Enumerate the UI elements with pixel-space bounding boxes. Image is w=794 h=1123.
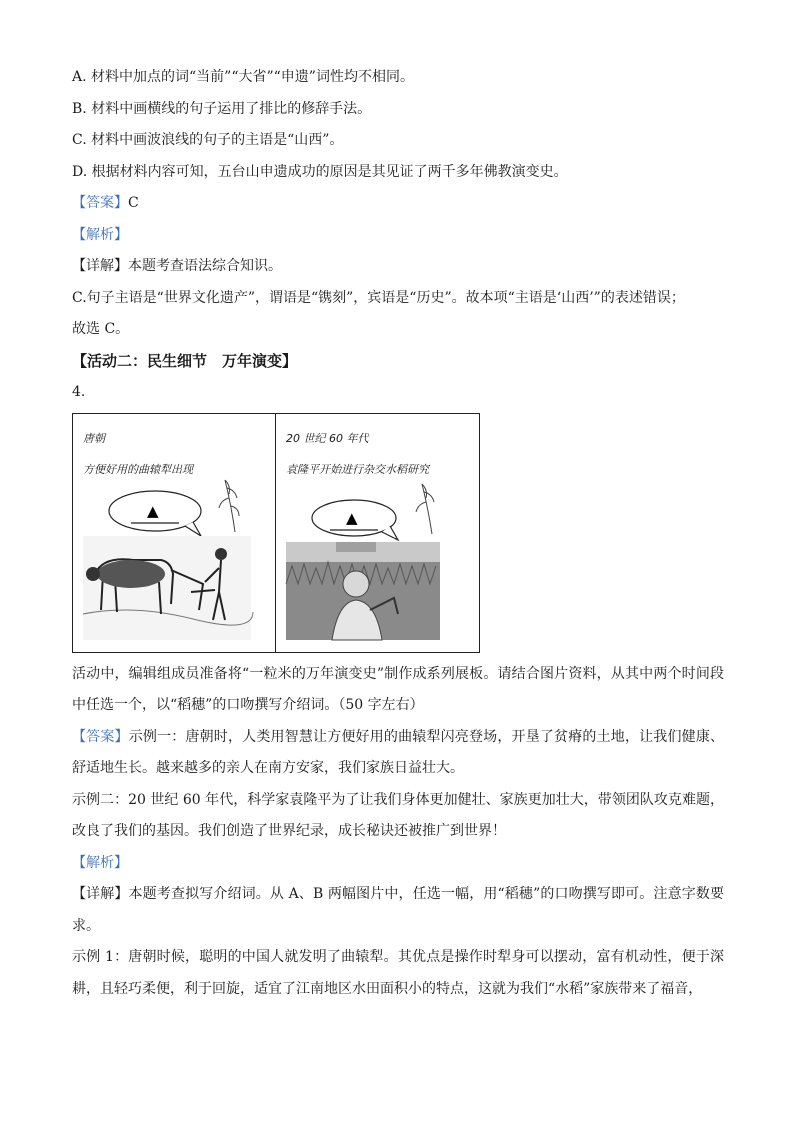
detail-text: 本题考查语法综合知识。: [128, 258, 282, 274]
q4-prompt: 活动中，编辑组成员准备将“一粒米的万年演变史”制作成系列展板。请结合图片资料，从其中两个时间段中任选一个，以“稻穗”的口吻撰写介绍词。（50 字左右）: [72, 665, 724, 713]
analysis-tag: 【解析】: [72, 854, 128, 871]
bubble-symbol-icon: ▲: [147, 501, 159, 520]
detail-tag: 【详解】: [72, 886, 129, 902]
option-b: B. 材料中画横线的句子运用了排比的修辞手法。: [72, 100, 372, 117]
answer-tag: 【答案】: [72, 195, 128, 211]
q4-analysis: [72, 848, 724, 880]
detail-tag: 【详解】: [72, 258, 128, 274]
option-c: C. 材料中画波浪线的句子的主语是“山西”。: [72, 132, 344, 148]
panel-tang: [73, 414, 275, 652]
option-a: A. 材料中加点的词“当前”“大省”“申遗”词性均不相同。: [72, 69, 414, 85]
plough-illustration: [73, 414, 275, 652]
example-one: 示例一：唐朝时，人类用智慧让方便好用的曲辕犁闪亮登场，开垦了贫瘠的土地，让我们健康、舒适地生长。越来越多的亲人在南方安家，我们家族日益壮大。: [72, 728, 725, 776]
q3-detail: [72, 251, 724, 283]
panel-caption: 袁隆平开始进行杂交水稻研究: [286, 462, 429, 476]
q3-analysis: [72, 220, 724, 252]
q4-answer-example1: [72, 722, 724, 785]
answer-tag: 【答案】: [72, 728, 129, 745]
q4-detail: [72, 879, 724, 942]
activity-heading: 【活动二：民生细节 万年演变】: [72, 351, 298, 370]
answer-value: C: [128, 195, 139, 211]
comparison-figure: [72, 413, 480, 653]
q3-choose: 故选 C。: [72, 321, 130, 337]
panel-1960s: [275, 414, 478, 652]
rice-field-photo: [276, 414, 478, 652]
document-page: [72, 62, 724, 1005]
analysis-tag: 【解析】: [72, 226, 128, 243]
option-d: D. 根据材料内容可知，五台山申遗成功的原因是其见证了两千多年佛教演变史。: [72, 163, 568, 180]
detail-text: 本题考查拟写介绍词。从 A、B 两幅图片中，任选一幅，用“稻穗”的口吻撰写即可。注意字数要求。: [72, 886, 724, 934]
bubble-symbol-icon: ▲: [346, 508, 358, 527]
panel-caption: 方便好用的曲辕犁出现: [83, 462, 193, 476]
panel-era-label: 唐朝: [83, 431, 105, 445]
q3-answer: [72, 188, 724, 220]
q3-explain: C.句子主语是“世界文化遗产”，谓语是“镌刻”，宾语是“历史”。故本项“主语是‘山西’”的表述错误；: [72, 289, 685, 306]
question-number: 4.: [72, 384, 86, 400]
q4-example-detail: 示例 1：唐朝时候，聪明的中国人就发明了曲辕犁。其优点是操作时犁身可以摆动，富有机动性，便于深耕，且轻巧柔便，利于回旋，适宜了江南地区水田面积小的特点，这就为我们“水稻”家族带来了福音，: [72, 949, 724, 997]
panel-era-label: 20 世纪 60 年代: [286, 431, 369, 445]
q4-answer-example2: 示例二：20 世纪 60 年代，科学家袁隆平为了让我们身体更加健壮、家族更加壮大，带领团队攻克难题，改良了我们的基因。我们创造了世界纪录，成长秘诀还被推广到世界！: [72, 791, 724, 839]
